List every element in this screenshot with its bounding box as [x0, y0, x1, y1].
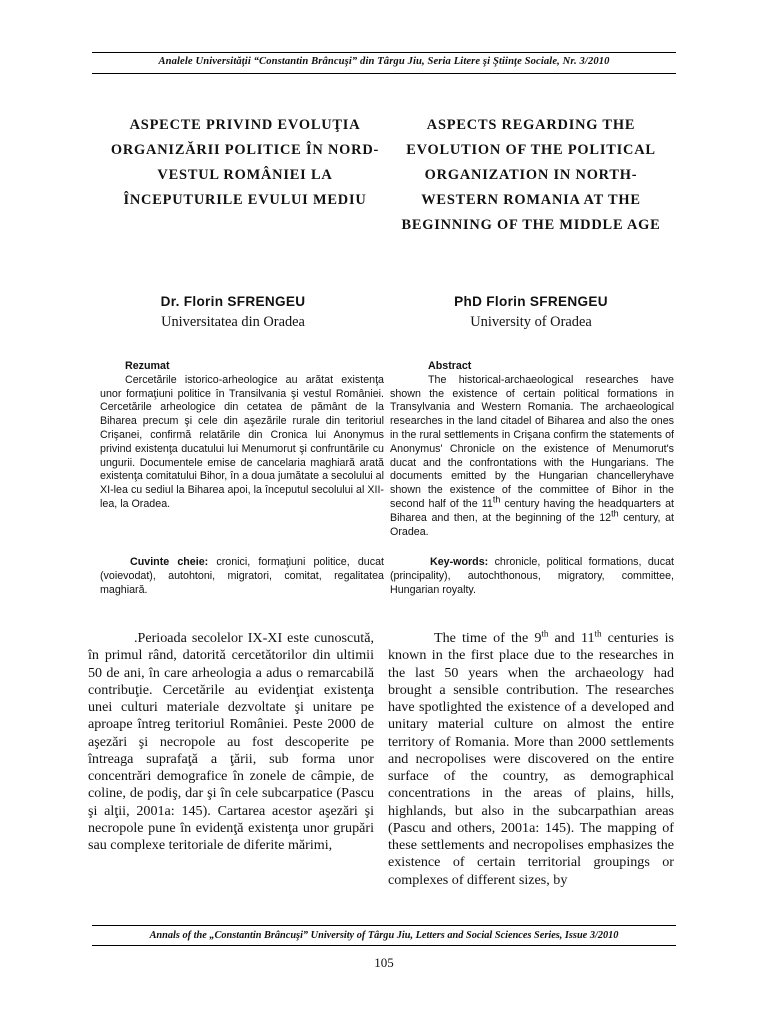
header-rule-bottom	[92, 73, 676, 74]
keywords-english	[390, 556, 674, 597]
footer-rule-bottom	[92, 945, 676, 946]
journal-footer: Annals of the „Constantin Brâncuşi” University of Târgu Jiu, Letters and Social Sciences Series, Issue 3/2010	[149, 930, 619, 941]
abstract-romanian	[100, 360, 384, 512]
keywords-text-romanian: cronici, formaţiuni politice, ducat (voievodat), autohtoni, migratori, comitat, regalitatea maghiară.	[100, 556, 384, 596]
abstract-heading-english: Abstract	[428, 360, 472, 372]
abstract-text-romanian: Cercetările istorico-arheologice au arătat existenţa unor formaţiuni politice în Transilvania şi vestul României. Cercetările arheologice din cetatea de pământ de la Biharea precum şi cele din aşezările rurale din teritoriul Crişanei, confirmă relatările din Cronica lui Anonymus privind existenţa ducatului lui Menumorut şi confruntările cu ungurii. Documentele emise de cancelaria maghiară arată existenţa comitatului Bihor, în a doua jumătate a secolului al XI-lea cu sediul la Biharea apoi, la începutul secolului al XII-lea, la Oradea.	[100, 373, 384, 510]
footer-rule-top	[92, 925, 676, 926]
title-english: ASPECTS REGARDING THE EVOLUTION OF THE POLITICAL ORGANIZATION IN NORTH-WESTERN ROMANIA AT THE BEGINNING OF THE MIDDLE AGE	[401, 117, 661, 233]
keywords-romanian	[100, 556, 384, 597]
title-romanian: ASPECTE PRIVIND EVOLUŢIA ORGANIZĂRII POLITICE ÎN NORD-VESTUL ROMÂNIEI LA ÎNCEPUTURILE EVULUI MEDIU	[110, 117, 380, 208]
body-text-english: The time of the 9th and 11th centuries is known in the first place due to the researches in the last 50 years when the archaeology had brought a sensible contribution. The researches have spotlighted the existence of a developed and unitary material culture on almost the entire territory of Romania. More than 2000 settlements and necropolises were discovered on the entire surface of the country, as demographical concentrations in the areas of plains, hills, highlands, but also in the subcarpathian areas (Pascu and others, 2001a: 145). The mapping of these settlements and necropolises emphasizes the existence of certain territorial groupings or complexes of different sizes, by	[388, 628, 675, 888]
page-number: 105	[374, 955, 394, 970]
abstract-english	[390, 360, 674, 539]
affiliation-romanian: Universitatea din Oradea	[161, 314, 305, 330]
body-text-romanian: .Perioada secolelor IX-XI este cunoscută, în primul rând, datorită cercetătorilor din ultimii 50 de ani, în care arheologia a adus o remarcabilă contribuţie. Cercetările au evidenţiat existenţa unei culturi materiale dezvoltate şi unitare pe aproape întreg teritoriul României. Peste 2000 de aşezări şi necropole au fost descoperite pe întreaga suprafaţă a ţării, sub forma unor concentrări demografice în zonele de câmpie, de coline, de podiş, dar şi în cele subcarpatice (Pascu şi alţii, 2001a: 145). Cartarea acestor aşezări şi necropole pune în evidenţă existenţa unor grupări sau complexe teritoriale de diferite mărimi,	[88, 630, 374, 853]
abstract-heading-romanian: Rezumat	[125, 360, 170, 372]
author-block-romanian	[98, 292, 368, 332]
header-rule-top	[92, 52, 676, 53]
author-block-english	[396, 292, 666, 332]
keywords-heading-english: Key-words:	[430, 556, 489, 568]
affiliation-english: University of Oradea	[470, 314, 592, 330]
keywords-text-english: chronicle, political formations, ducat (principality), autochthonous, migratory, committee, Hungarian royalty.	[390, 556, 674, 596]
abstract-text-english: The historical-archaeological researches have shown the existence of certain political formations in Transylvania and Western Romania. The archaeological researches in the land citadel of Biharea and also the ones in the rural settlements in Crişana confirm the statements of Anonymus' Chronicle on the existence of Menumorut's ducat and the confrontations with the Hungarians. The documents emitted by the Hungarian chancelleryhave shown the existence of the committee of Bihor in the second half of the 11th century having the headquarters at Biharea and then, at the beginning of the 12th century, at Oradea.	[390, 373, 675, 538]
journal-header: Analele Universităţii “Constantin Brâncuşi” din Târgu Jiu, Seria Litere şi Ştiinţe Sociale, Nr. 3/2010	[158, 56, 610, 67]
author-name-romanian: Dr. Florin SFRENGEU	[160, 294, 306, 309]
author-name-english: PhD Florin SFRENGEU	[454, 294, 608, 309]
keywords-heading-romanian: Cuvinte cheie:	[130, 556, 209, 568]
